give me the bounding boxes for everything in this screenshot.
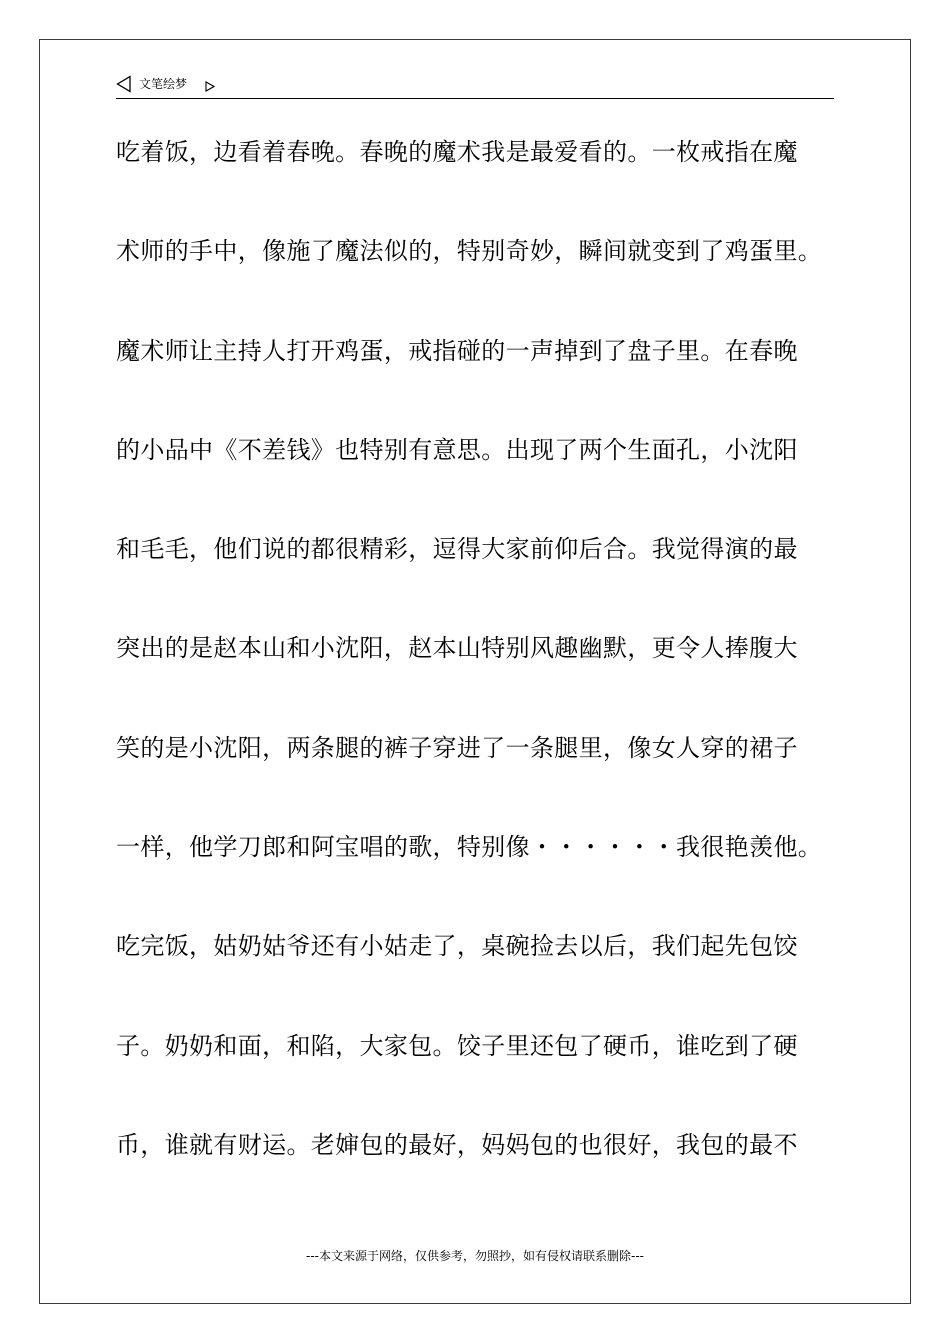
triangle-left-outline-icon bbox=[116, 75, 132, 93]
text-line: 一样，他学刀郎和阿宝唱的歌，特别像・・・・・・我很艳羡他。 bbox=[116, 833, 823, 862]
text-line: 吃着饭，边看着春晚。春晚的魔术我是最爱看的。一枚戒指在魔 bbox=[116, 138, 798, 166]
text-line: 术师的手中，像施了魔法似的，特别奇妙，瞬间就变到了鸡蛋里。 bbox=[116, 237, 823, 266]
text-line: 笑的是小沈阳，两条腿的裤子穿进了一条腿里，像女人穿的裙子 bbox=[116, 733, 798, 762]
header-title: 文笔绘梦 bbox=[139, 77, 188, 91]
triangle-right-outline-icon bbox=[205, 77, 215, 88]
text-line: 吃完饭，姑奶姑爷还有小姑走了，桌碗捡去以后，我们起先包饺 bbox=[116, 932, 798, 961]
text-line: 和毛毛，他们说的都很精彩，逗得大家前仰后合。我觉得演的最 bbox=[116, 535, 798, 564]
text-line: 子。奶奶和面，和陷，大家包。饺子里还包了硬币，谁吃到了硬 bbox=[116, 1031, 798, 1060]
text-line: 魔术师让主持人打开鸡蛋，戒指碰的一声掉到了盘子里。在春晚 bbox=[116, 336, 798, 365]
body-text bbox=[116, 126, 846, 1218]
footer-disclaimer: ---本文来源于网络，仅供参考，勿照抄，如有侵权请联系删除--- bbox=[306, 1249, 644, 1263]
text-line: 突出的是赵本山和小沈阳，赵本山特别风趣幽默，更令人捧腹大 bbox=[116, 634, 798, 663]
page-header bbox=[116, 73, 834, 99]
text-line: 的小品中《不差钱》也特别有意思。出现了两个生面孔，小沈阳 bbox=[116, 435, 798, 464]
text-line: 币，谁就有财运。老婶包的最好，妈妈包的也很好，我包的最不 bbox=[116, 1130, 798, 1159]
